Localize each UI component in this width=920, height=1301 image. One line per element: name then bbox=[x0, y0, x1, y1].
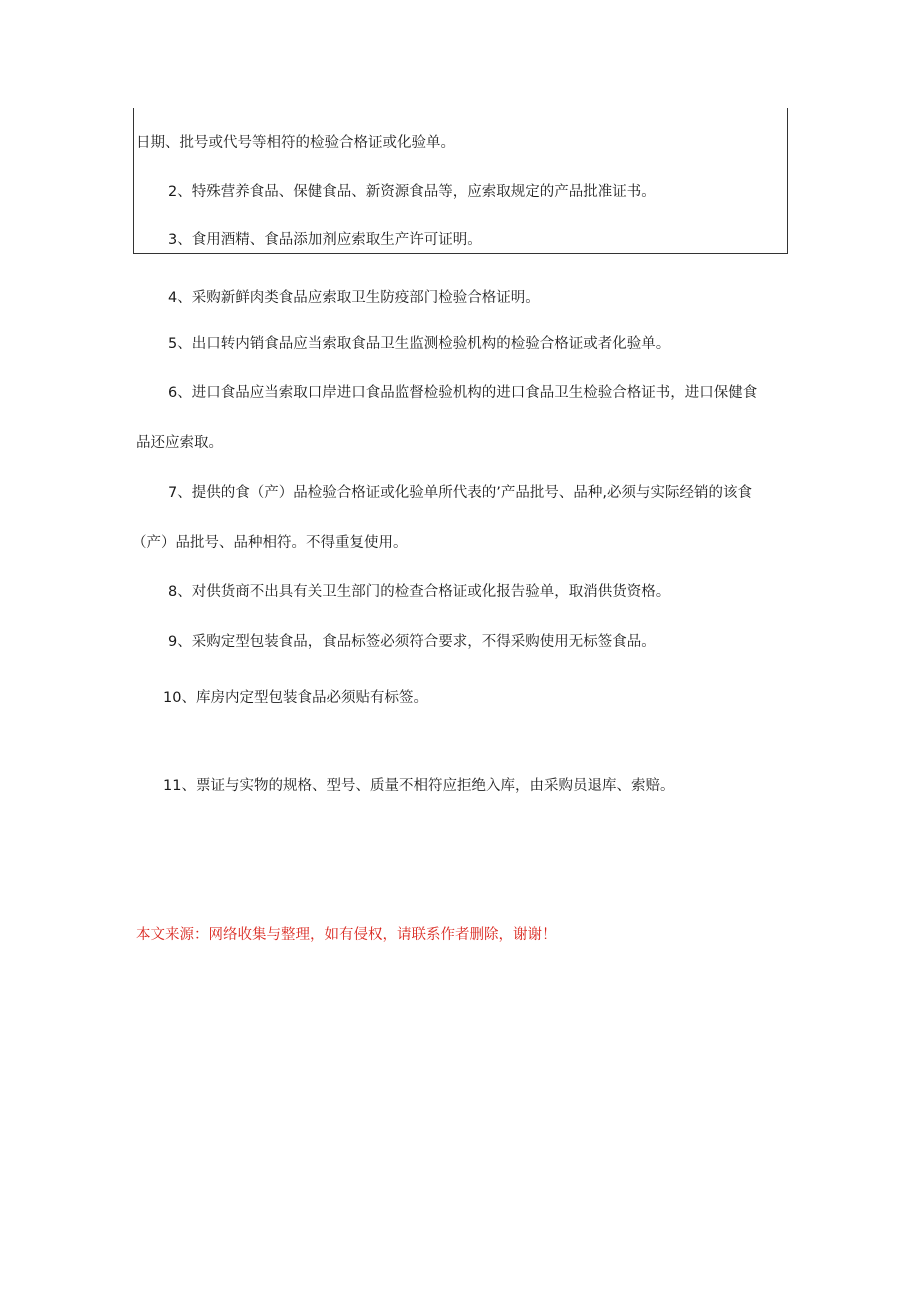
item-8: 8、对供货商不出具有关卫生部门的检查合格证或化报告验单，取消供货资格。 bbox=[168, 584, 671, 600]
source-footer: 本文来源：网络收集与整理，如有侵权，请联系作者删除，谢谢！ bbox=[136, 927, 557, 943]
item-6-line-2: 品还应索取。 bbox=[136, 435, 223, 451]
item-5: 5、出口转内销食品应当索取食品卫生监测检验机构的检验合格证或者化验单。 bbox=[168, 336, 671, 352]
box-line-1: 日期、批号或代号等相符的检验合格证或化验单。 bbox=[136, 135, 455, 151]
item-10: 10、库房内定型包装食品必须贴有标签。 bbox=[163, 690, 428, 706]
item-6-line-1: 6、进口食品应当索取口岸进口食品监督检验机构的进口食品卫生检验合格证书，进口保健食 bbox=[168, 385, 758, 401]
item-4: 4、采购新鲜肉类食品应索取卫生防疫部门检验合格证明。 bbox=[168, 290, 540, 306]
item-7-line-1: 7、提供的食（产）品检验合格证或化验单所代表的’产品批号、品种,必须与实际经销的该食 bbox=[168, 485, 752, 501]
box-line-2: 2、特殊营养食品、保健食品、新资源食品等，应索取规定的产品批准证书。 bbox=[168, 184, 656, 200]
box-line-3: 3、食用酒精、食品添加剂应索取生产许可证明。 bbox=[168, 232, 482, 248]
item-7-line-2: （产）品批号、品种相符。不得重复使用。 bbox=[132, 535, 408, 551]
item-9: 9、采购定型包装食品，食品标签必须符合要求，不得采购使用无标签食品。 bbox=[168, 634, 656, 650]
item-11: 11、票证与实物的规格、型号、质量不相符应拒绝入库，由采购员退库、索赔。 bbox=[163, 778, 675, 794]
